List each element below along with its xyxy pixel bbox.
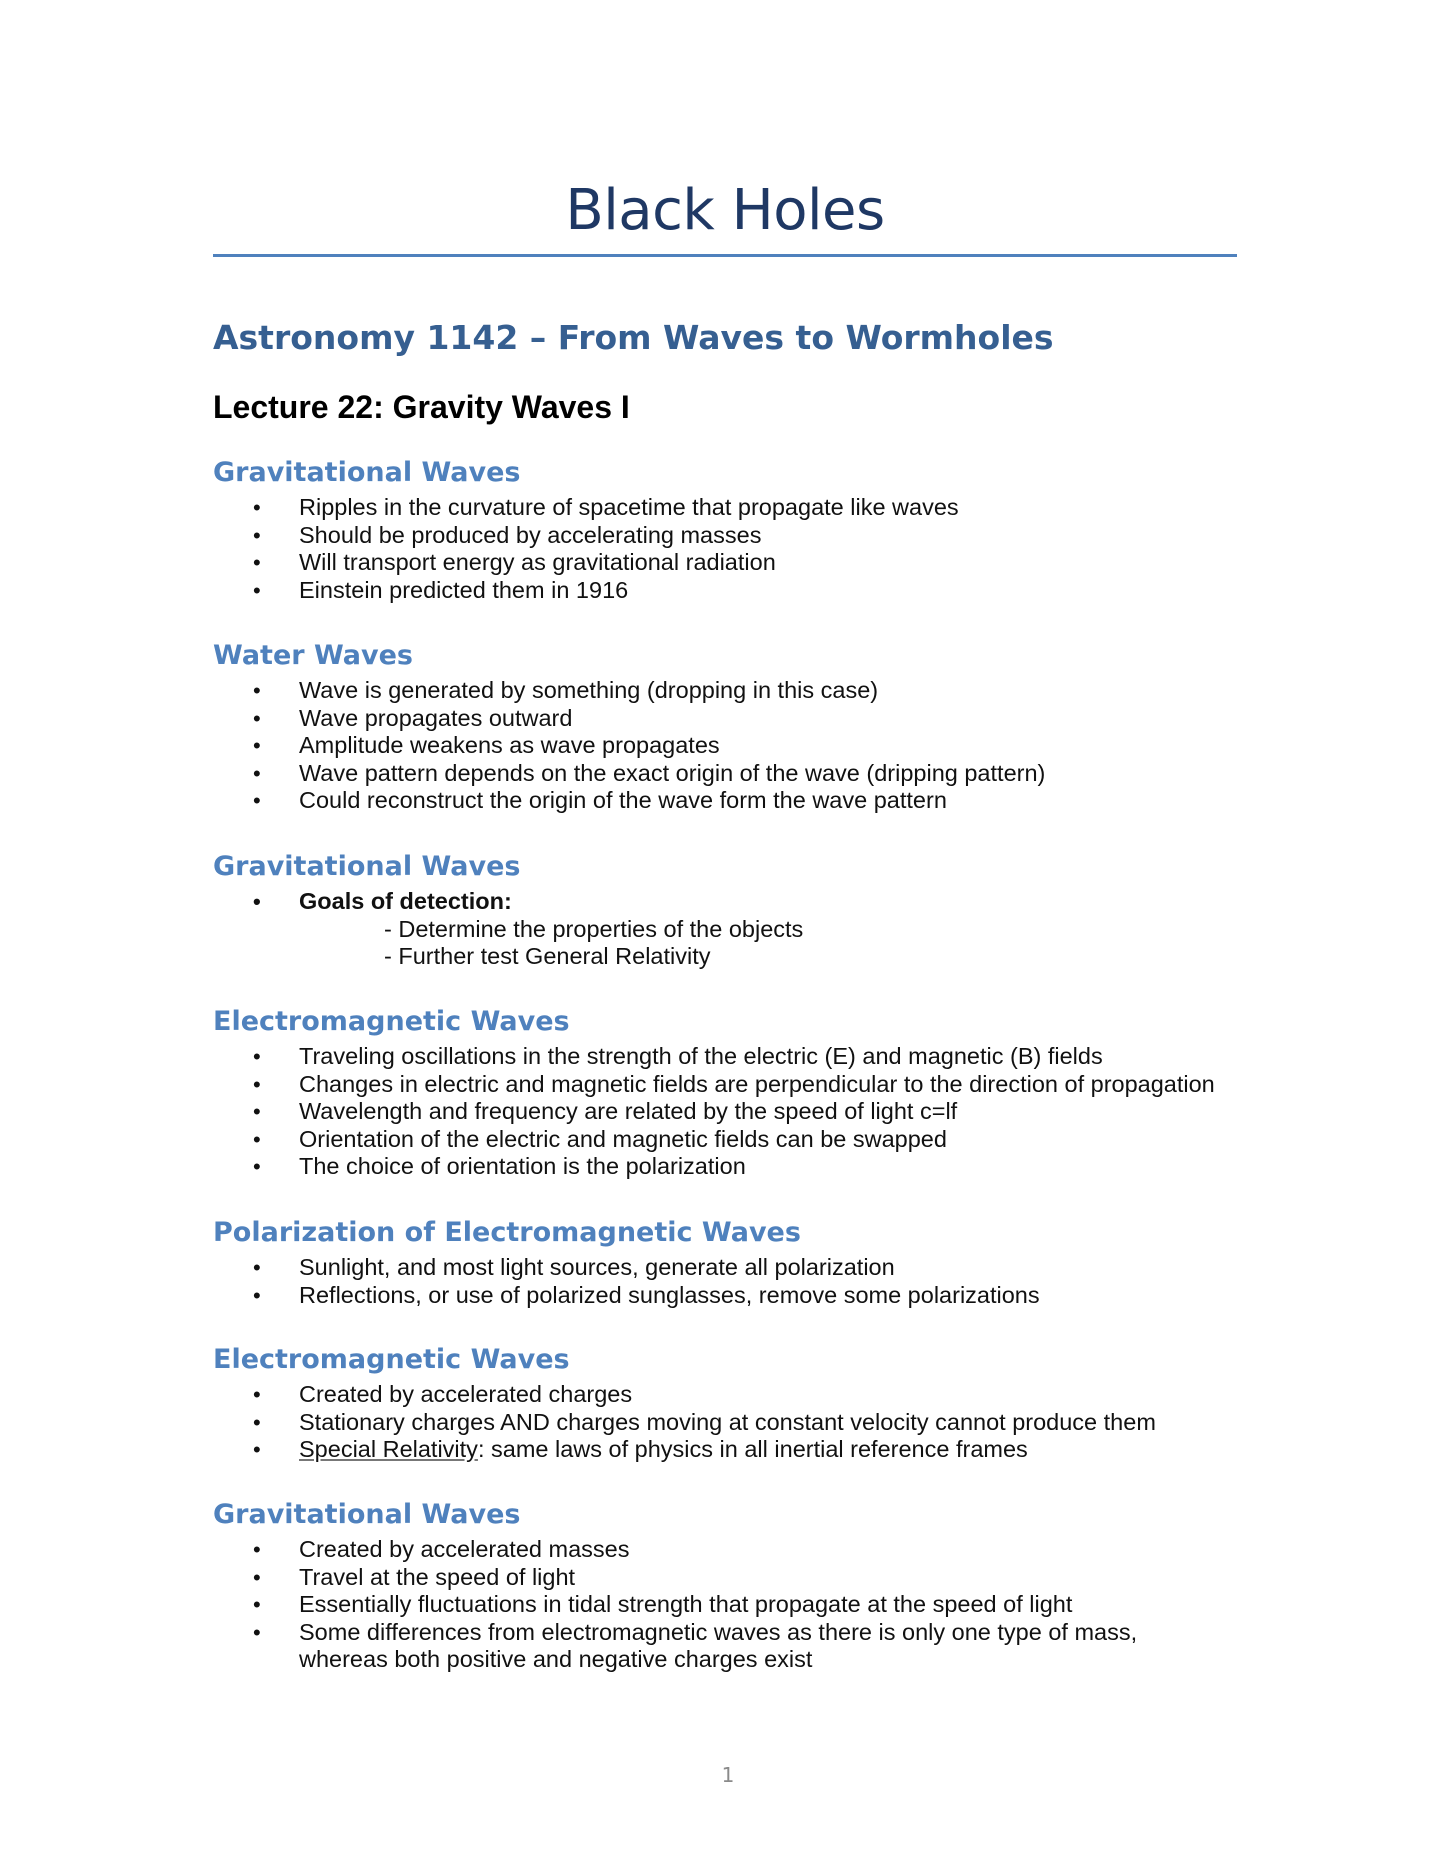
section-electromagnetic-waves-2 [213, 1342, 1253, 1464]
section-water-waves [213, 638, 1253, 815]
section-gravitational-waves-2 [213, 849, 1253, 971]
list-item-goals: • Goals of detection: [213, 888, 1253, 916]
bullet-list [213, 888, 1253, 916]
section-heading: Water Waves [213, 640, 413, 671]
list-item-multiline [213, 1619, 1253, 1674]
section-heading: Electromagnetic Waves [213, 1344, 570, 1375]
list-item: • Stationary charges AND charges moving at constant velocity cannot produce them [213, 1409, 1253, 1437]
section-heading: Gravitational Waves [213, 457, 521, 488]
bullet-list [213, 1536, 1253, 1674]
list-item: • Wave is generated by something (dropping in this case) [213, 677, 1253, 705]
section-heading: Polarization of Electromagnetic Waves [213, 1217, 801, 1248]
lecture-title: Lecture 22: Gravity Waves I [213, 389, 630, 425]
line-1: Some differences from electromagnetic waves as there is only one type of mass, [299, 1618, 1138, 1645]
special-relativity-term: Special Relativity [299, 1436, 478, 1462]
list-item: • Einstein predicted them in 1916 [213, 577, 1253, 605]
document-title: Black Holes [565, 178, 885, 243]
list-item: • The choice of orientation is the polarization [213, 1153, 1253, 1181]
list-item: • Travel at the speed of light [213, 1564, 1253, 1592]
list-item-special-relativity [213, 1436, 1253, 1464]
list-item: • Wave pattern depends on the exact origin of the wave (dripping pattern) [213, 760, 1253, 788]
list-item: • Should be produced by accelerating masses [213, 522, 1253, 550]
list-item: • Essentially fluctuations in tidal strength that propagate at the speed of light [213, 1591, 1253, 1619]
line-2: whereas both positive and negative charges exist [299, 1646, 813, 1672]
title-divider [213, 254, 1237, 257]
special-relativity-definition: : same laws of physics in all inertial reference frames [477, 1436, 1028, 1462]
list-item: • Created by accelerated masses [213, 1536, 1253, 1564]
section-polarization [213, 1215, 1253, 1309]
bullet-list [213, 494, 1253, 604]
sub-list-item: - Further test General Relativity [384, 943, 711, 969]
bullet-list [213, 1381, 1253, 1464]
list-item: • Sunlight, and most light sources, generate all polarization [213, 1254, 1253, 1282]
list-item: • Could reconstruct the origin of the wave form the wave pattern [213, 787, 1253, 815]
bullet-list [213, 1043, 1253, 1181]
list-item: • Ripples in the curvature of spacetime that propagate like waves [213, 494, 1253, 522]
section-heading: Electromagnetic Waves [213, 1006, 570, 1037]
page-number: 1 [721, 1763, 735, 1787]
section-gravitational-waves-1 [213, 455, 1253, 604]
list-item: • Reflections, or use of polarized sunglasses, remove some polarizations [213, 1282, 1253, 1310]
section-heading: Gravitational Waves [213, 851, 521, 882]
list-item: • Created by accelerated charges [213, 1381, 1253, 1409]
list-item: • Wavelength and frequency are related by the speed of light c=lf [213, 1098, 1253, 1126]
list-item: • Will transport energy as gravitational radiation [213, 549, 1253, 577]
section-electromagnetic-waves-1 [213, 1004, 1253, 1181]
list-item: • Orientation of the electric and magnetic fields can be swapped [213, 1126, 1253, 1154]
course-title: Astronomy 1142 – From Waves to Wormholes [213, 318, 1054, 357]
list-item: • Changes in electric and magnetic fields are perpendicular to the direction of propagation [213, 1071, 1253, 1099]
section-heading: Gravitational Waves [213, 1499, 521, 1530]
bullet-list [213, 1254, 1253, 1309]
sub-list [213, 916, 1253, 971]
list-item: • Traveling oscillations in the strength of the electric (E) and magnetic (B) fields [213, 1043, 1253, 1071]
list-item: • Wave propagates outward [213, 705, 1253, 733]
list-item: • Amplitude weakens as wave propagates [213, 732, 1253, 760]
bullet-list [213, 677, 1253, 815]
sub-list-item: - Determine the properties of the objects [384, 915, 804, 942]
section-gravitational-waves-3 [213, 1497, 1253, 1674]
